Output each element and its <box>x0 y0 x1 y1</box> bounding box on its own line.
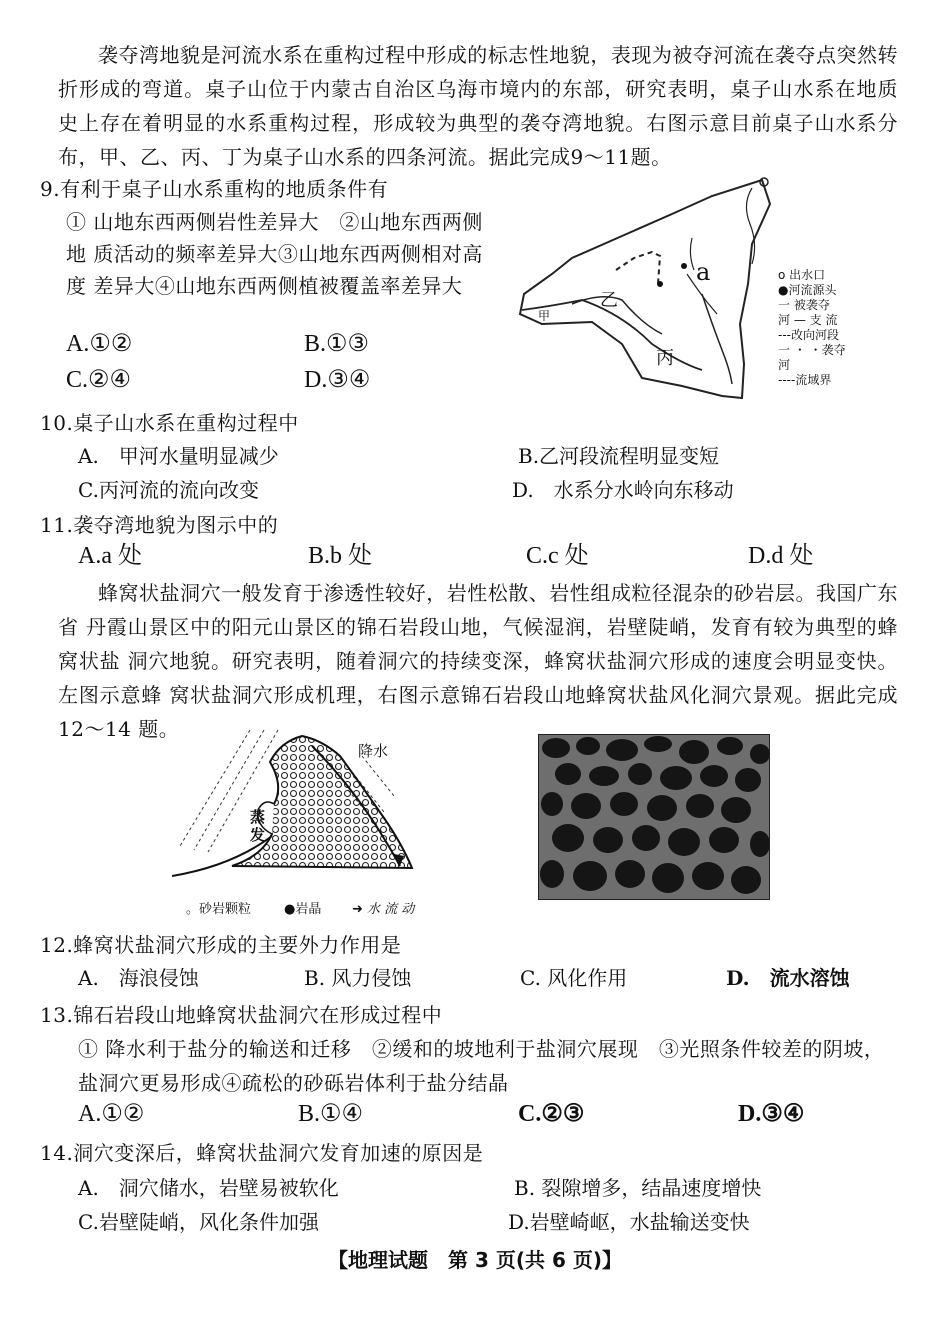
q11-option-a[interactable]: A.a 处 <box>78 543 142 569</box>
river-tributary-4 <box>690 238 694 270</box>
legend-source: ●河流源头 <box>778 283 837 297</box>
map-legend <box>778 268 846 388</box>
map-label-yi: 乙 <box>600 290 618 311</box>
q12-option-a[interactable]: A. 海浪侵蚀 <box>78 966 199 990</box>
diagram-legend-sand: 。砂岩颗粒 <box>186 902 252 917</box>
q10-option-b[interactable]: B.乙河段流程明显变短 <box>518 444 720 468</box>
q13-option-c[interactable]: C.②③ <box>518 1101 585 1127</box>
q14-option-a[interactable]: A. 洞穴储水，岩壁易被软化 <box>78 1176 339 1200</box>
source-marker-1 <box>657 281 663 287</box>
q10-option-d[interactable]: D. 水系分水岭向东移动 <box>512 478 734 502</box>
q11-option-d[interactable]: D.d 处 <box>748 543 814 569</box>
legend-capture-river: 一 ・ ・袭夺 <box>778 343 846 357</box>
question-10-stem: 10.桌子山水系在重构过程中 <box>40 411 299 435</box>
q12-option-b[interactable]: B. 风力侵蚀 <box>304 966 412 990</box>
q13-option-d[interactable]: D.③④ <box>738 1101 805 1127</box>
diverted-segment <box>616 252 660 284</box>
page-footer: 【地理试题 第 3 页(共 6 页)】 <box>328 1248 622 1272</box>
legend-outlet: o 出水口 <box>778 268 826 282</box>
question-14-stem: 14.洞穴变深后，蜂窝状盐洞穴发育加速的原因是 <box>40 1141 484 1165</box>
label-rain: 降水 <box>358 742 389 760</box>
cave-formation-diagram <box>172 726 422 886</box>
honeycomb-cave-photo <box>538 734 770 900</box>
diagram-legend-salt: ●岩晶 <box>284 902 322 917</box>
legend-boundary: ----流域界 <box>778 373 832 387</box>
question-11-stem: 11.袭夺湾地貌为图示中的 <box>40 513 279 537</box>
river-tributary-1 <box>702 294 732 384</box>
q14-option-d[interactable]: D.岩壁崎岖，水盐输送变快 <box>508 1210 750 1234</box>
q10-option-a[interactable]: A. 甲河水量明显减少 <box>78 444 279 468</box>
legend-capture-river-2: 河 <box>778 358 791 372</box>
q9-option-b[interactable]: B.①③ <box>304 331 370 357</box>
question-12-stem: 12.蜂窝状盐洞穴形成的主要外力作用是 <box>40 933 402 957</box>
map-label-bing: 丙 <box>656 348 674 369</box>
question-9-stem: 9.有利于桌子山水系重构的地质条件有 <box>40 177 389 201</box>
river-system-map <box>512 174 772 404</box>
watershed-boundary <box>520 180 770 398</box>
question-13-body: ① 降水利于盐分的输送和迁移 ②缓和的坡地利于盐洞穴展现 ③光照条件较差的阴坡，盐洞穴更易形成④疏松的砂砾岩体利于盐分结晶 <box>78 1037 885 1095</box>
q13-option-b[interactable]: B.①④ <box>298 1101 364 1127</box>
map-label-a: a <box>696 258 711 286</box>
legend-tributary: 河 — 支 流 <box>778 313 838 327</box>
q14-option-b[interactable]: B. 裂隙增多，结晶速度增快 <box>514 1176 762 1200</box>
question-13-stem: 13.锦石岩段山地蜂窝状盐洞穴在形成过程中 <box>40 1003 443 1027</box>
q10-option-c[interactable]: C.丙河流的流向改变 <box>78 478 259 502</box>
q14-option-c[interactable]: C.岩壁陡峭，风化条件加强 <box>78 1210 319 1234</box>
q11-option-c[interactable]: C.c 处 <box>526 543 589 569</box>
legend-captured-river: 一 被袭夺 <box>778 298 830 312</box>
q9-option-a[interactable]: A.①② <box>66 331 133 357</box>
q12-option-c[interactable]: C. 风化作用 <box>520 966 628 990</box>
label-evap-2: 发 <box>250 826 266 844</box>
q12-option-d[interactable]: D. 流水溶蚀 <box>726 966 850 990</box>
intro-paragraph-2: 蜂窝状盐洞穴一般发育于渗透性较好，岩性松散、岩性组成粒径混杂的砂岩层。我国广东省 丹霞山景区中的阳元山景区的锦石岩段山地，气候湿润，岩壁陡峭，发育有较为典型的蜂窝状盐 洞穴地貌。研究表明，随着洞穴的持续变深，蜂窝状盐洞穴形成的速度会明显变快。左图示意蜂 窝状盐洞穴形成机理，右图示意锦石岩段山地蜂窝状盐风化洞穴景观。据此完成 12～14 题。 <box>58 581 898 741</box>
legend-diverted: ---改向河段 <box>778 328 839 342</box>
map-label-jia: 甲 <box>538 309 551 323</box>
q9-option-c[interactable]: C.②④ <box>66 367 132 393</box>
q9-option-d[interactable]: D.③④ <box>304 367 371 393</box>
source-marker-2 <box>681 263 687 269</box>
label-evap-1: 蒸 <box>250 808 266 826</box>
q13-option-a[interactable]: A.①② <box>78 1101 145 1127</box>
diagram-legend-flow: ➜ 水 流 动 <box>352 902 415 917</box>
intro-paragraph-1: 袭夺湾地貌是河流水系在重构过程中形成的标志性地貌，表现为被夺河流在袭夺点突然转折形成的弯道。桌子山位于内蒙古自治区乌海市境内的东部，研究表明，桌子山水系在地质史上存在着明显的水系重构过程，形成较为典型的袭夺湾地貌。右图示意目前桌子山水系分布，甲、乙、丙、丁为桌子山水系的四条河流。据此完成9～11题。 <box>58 43 898 169</box>
question-9-body: ① 山地东西两侧岩性差异大 ②山地东西两侧地 质活动的频率差异大③山地东西两侧相对高度 差异大④山地东西两侧植被覆盖率差异大 <box>66 210 483 298</box>
q11-option-b[interactable]: B.b 处 <box>308 543 373 569</box>
